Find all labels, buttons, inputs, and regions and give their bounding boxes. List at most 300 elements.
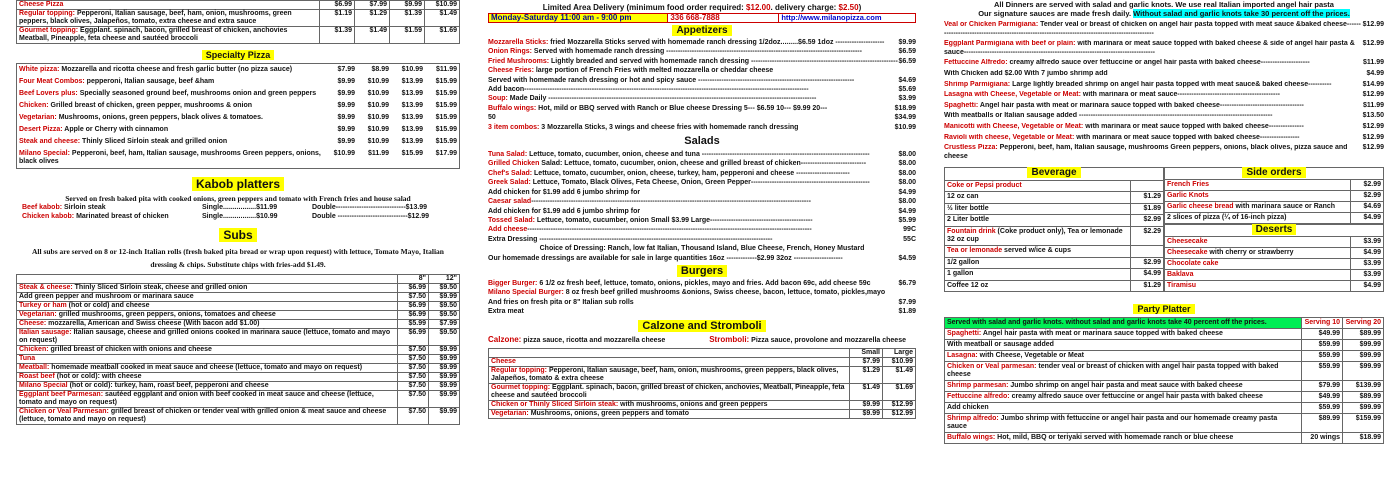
price: $10.99 bbox=[425, 1, 460, 10]
item-name: Ravioli with cheese, Vegetable or Meat: bbox=[944, 133, 1075, 141]
item-name: Chocolate cake bbox=[1167, 260, 1219, 268]
price: $9.50 bbox=[429, 283, 460, 292]
size-header: Large bbox=[883, 348, 916, 357]
price: $3.99 bbox=[1351, 259, 1384, 270]
price: $1.29 bbox=[1131, 280, 1164, 292]
specialty-row-desc bbox=[17, 88, 324, 100]
price: $18.99 bbox=[894, 104, 916, 112]
calzone-row bbox=[489, 400, 916, 409]
item-name: Manicotti with Cheese, Vegetable or Meat: bbox=[944, 122, 1084, 130]
sub-row bbox=[17, 354, 460, 363]
party-row bbox=[945, 392, 1384, 403]
party-header-row bbox=[945, 318, 1384, 329]
sub-row bbox=[17, 345, 460, 354]
item-desc: Tender veal or breast of chicken on angel hair pasta topped with meat sauce &baked cheese------------------------------------------------------------------------------------------------ bbox=[944, 21, 1361, 37]
price: $4.99 bbox=[1351, 213, 1384, 224]
price: $10.99 bbox=[883, 357, 916, 366]
beverage-row bbox=[945, 215, 1164, 226]
item-desc: Lettuce, Tomato, Black Olives, Feta Cheese, Onion, Green Pepper--------------------------------------------------- bbox=[530, 179, 870, 187]
item-desc: With Chicken add $2.00 With 7 jumbo shrimp add bbox=[944, 69, 1108, 77]
item-desc: fried Mozzarella Sticks served with homemade ranch dressing 1/2doz.........$6.59 1doz --------------------- bbox=[548, 39, 885, 46]
item-name: Chicken or Thinly Sliced Sirloin steak: bbox=[491, 400, 619, 408]
item-desc: Add green pepper and mushroom or marinara sauce bbox=[19, 292, 194, 300]
price: $15.99 bbox=[435, 102, 457, 109]
item-desc: Angel hair pasta with meat or marinara sauce topped with baked cheese bbox=[981, 330, 1223, 338]
side-orders-heading bbox=[1165, 168, 1384, 180]
price: $9.99 bbox=[898, 39, 916, 46]
side-order-row-desc bbox=[1165, 180, 1351, 191]
price: $4.99 bbox=[1351, 281, 1384, 292]
price: $4.99 bbox=[1351, 248, 1384, 259]
size-header: 8" bbox=[398, 274, 429, 283]
price: $9.99 bbox=[337, 126, 355, 133]
kabob-double-price: Double------------------------------$13.99 bbox=[312, 204, 428, 211]
item-desc: 8 oz fresh beef grilled mushrooms &onions, Swiss cheese, bacon, lettuce, tomato, pickles,mayo bbox=[563, 289, 886, 297]
price: $13.99 bbox=[401, 114, 423, 121]
price: $12.99 bbox=[1362, 133, 1384, 141]
desert-row-desc bbox=[1165, 259, 1351, 270]
price: $7.50 bbox=[398, 354, 429, 363]
specialty-pizza-heading: Specialty Pizza bbox=[16, 50, 460, 60]
price: $10.99 bbox=[401, 66, 423, 73]
dinner-row bbox=[944, 123, 1384, 132]
burgers-list bbox=[488, 279, 916, 317]
side-orders-heading-cell bbox=[1165, 168, 1384, 180]
party-row bbox=[945, 403, 1384, 414]
item-desc: with marinara or meat sauce topped with baked cheese----------------- bbox=[1074, 133, 1300, 141]
item-desc: 12 oz can bbox=[947, 193, 979, 201]
item-desc: Mozzarella and ricotta cheese and fresh garlic butter (no pizza sauce) bbox=[59, 66, 293, 73]
kabob-intro: Served on fresh baked pita with cooked onions, green peppers and tomato with French fries and house salad bbox=[65, 194, 411, 203]
item-desc: Lettuce, tomato, cucumber, onion, cheese and tuna ------------------------------------------------------------------------ bbox=[527, 151, 870, 159]
item-desc: Apple or Cherry with cinnamon bbox=[62, 126, 169, 133]
item-desc: Thinly Sliced Sirloin steak, cheese and grilled onion bbox=[72, 283, 248, 291]
price: $13.99 bbox=[401, 90, 423, 97]
price: $1.29 bbox=[355, 10, 390, 27]
item-desc: (hot or cold) and cheese bbox=[66, 301, 150, 309]
party-note: Served with salad and garlic knots. without salad and garlic knots take 40 percent off the prices. bbox=[945, 318, 1302, 329]
beverage-row-desc bbox=[945, 246, 1131, 257]
item-desc: Jumbo shrimp on angel hair pasta and meat sauce with baked cheese bbox=[1008, 382, 1243, 390]
price: $11.99 bbox=[1362, 101, 1384, 109]
item-name: Vegetarian: bbox=[491, 409, 529, 417]
salads-list bbox=[488, 150, 916, 244]
beverage-row bbox=[945, 280, 1164, 292]
sub-row bbox=[17, 363, 460, 372]
appetizer-row bbox=[488, 104, 916, 113]
burgers-heading: Burgers bbox=[488, 265, 916, 277]
desert-row-desc bbox=[1165, 270, 1351, 281]
item-name: Crustless Pizza: bbox=[944, 144, 998, 152]
price: $9.99 bbox=[429, 354, 460, 363]
dinners-intro: All Dinners are served with salad and garlic knots. We use real Italian imported angel hair pasta Our signature sauces are made fresh daily. Without salad and garlic knots take 30 percent off the prices. bbox=[978, 0, 1350, 18]
item-desc: with marinara or meat sauce topped with baked cheese--------------- bbox=[1083, 122, 1304, 130]
sub-row-desc bbox=[17, 345, 398, 354]
item-name: Grilled Chicken bbox=[488, 160, 540, 168]
price: $79.99 bbox=[1302, 381, 1343, 392]
price: $159.99 bbox=[1343, 414, 1384, 433]
item-name: Gourmet topping: bbox=[19, 27, 79, 34]
price: $8.00 bbox=[898, 198, 916, 206]
price: $3.99 bbox=[1351, 270, 1384, 281]
price: $6.99 bbox=[398, 328, 429, 345]
price: $4.99 bbox=[1131, 269, 1164, 280]
item-name: Onion Rings: bbox=[488, 48, 532, 56]
salad-row bbox=[488, 169, 916, 178]
price: $89.99 bbox=[1343, 392, 1384, 403]
item-desc: Sirloin steak bbox=[62, 204, 106, 211]
price: $7.50 bbox=[398, 292, 429, 301]
party-row bbox=[945, 351, 1384, 362]
price: $9.99 bbox=[337, 78, 355, 85]
item-desc: Add chicken bbox=[947, 404, 989, 412]
item-name: Bigger Burger: bbox=[488, 279, 538, 287]
side-order-row bbox=[1165, 202, 1384, 213]
party-row-desc bbox=[945, 433, 1302, 444]
dinner-row bbox=[944, 21, 1384, 38]
beverage-row-desc bbox=[945, 192, 1131, 203]
price: $12.99 bbox=[1362, 21, 1384, 28]
party-row-desc bbox=[945, 351, 1302, 362]
item-name: Tea or lemonade bbox=[947, 247, 1003, 255]
serving-header: Serving 20 bbox=[1343, 318, 1384, 329]
salad-row bbox=[488, 178, 916, 187]
item-desc: Coffee 12 oz bbox=[947, 281, 989, 289]
item-desc: 6 1/2 oz fresh beef, lettuce, tomato, onions, pickles, mayo and fries. Add bacon 69c, add cheese 59c bbox=[537, 279, 871, 287]
price: $1.29 bbox=[1131, 192, 1164, 203]
item-desc: pepperoni, Italian sausage, beef &ham bbox=[84, 78, 215, 85]
price: $9.99 bbox=[429, 363, 460, 372]
specialty-row bbox=[17, 76, 460, 88]
item-desc: Pepperoni, Italian sausage, beef, ham, onion, mushrooms, green peppers, black olives, Jalapeños, tomato & extra cheese bbox=[491, 366, 839, 382]
price: $5.99 bbox=[398, 319, 429, 328]
price: $8.99 bbox=[371, 66, 389, 73]
sub-row bbox=[17, 381, 460, 390]
calzone-row bbox=[489, 383, 916, 400]
item-desc: with cherry or strawberry bbox=[1207, 249, 1294, 257]
burger-row bbox=[488, 279, 916, 288]
beverage-row-desc bbox=[945, 280, 1131, 292]
side-order-row-desc bbox=[1165, 202, 1351, 213]
website-link[interactable]: http://www.milanopizza.com bbox=[779, 14, 916, 23]
side-order-row bbox=[1165, 213, 1384, 224]
kabob-single-price: Single.................$10.99 bbox=[202, 213, 278, 221]
item-name: Chef's Salad: bbox=[488, 169, 533, 177]
price: $59.99 bbox=[1302, 362, 1343, 381]
price: $6.99 bbox=[398, 301, 429, 310]
item-desc: Served with homemade ranch dressing ------------------------------------------------------------------------------------ bbox=[531, 48, 862, 56]
item-name: Veal or Chicken Parmigiana: bbox=[944, 21, 1039, 28]
price: $13.50 bbox=[1362, 112, 1384, 120]
price: $1.19 bbox=[320, 10, 355, 27]
dressing-sizes: $4.59 Our homemade dressings are available for sale in large quantities 16oz -------------$2.99 32oz --------------------- bbox=[488, 254, 916, 262]
sub-row-desc bbox=[17, 283, 398, 292]
desert-row bbox=[1165, 259, 1384, 270]
price: $2.29 bbox=[1131, 226, 1164, 246]
item-name: Roast beef bbox=[19, 372, 55, 380]
item-desc: Add chicken for $1.99 add 6 jumbo shrimp for bbox=[488, 207, 641, 215]
price: $10.99 bbox=[367, 126, 389, 133]
item-desc: 2 Liter bottle bbox=[947, 216, 990, 224]
subs-heading: Subs bbox=[16, 228, 460, 242]
item-desc: grilled breast of chicken or tender veal with grilled onion & meat sauce and cheese (lettuce, tomato and mayo on request) bbox=[19, 407, 387, 423]
item-desc: with marinara sauce or Ranch bbox=[1233, 203, 1336, 211]
item-desc: Eggplant. spinach, bacon, grilled breast of chicken, anchovies Meatball, Pineapple, feta cheese and sautéed broccoli bbox=[19, 27, 288, 42]
appetizer-row bbox=[488, 38, 916, 47]
dinners-list bbox=[944, 21, 1384, 161]
price: $3.99 bbox=[898, 95, 916, 103]
dinner-row bbox=[944, 112, 1384, 121]
item-name: Lasagna with Cheese, Vegetable or Meat: bbox=[944, 91, 1081, 99]
sub-row-desc bbox=[17, 310, 398, 319]
party-row-desc bbox=[945, 414, 1302, 433]
item-desc: Pepperoni, Italian sausage, beef, ham, onion, mushrooms, green peppers, black olives, Jalapeños, tomato, extra cheese and extra sauce bbox=[19, 10, 292, 25]
desert-row bbox=[1165, 270, 1384, 281]
appetizer-row bbox=[488, 113, 916, 122]
party-row-desc bbox=[945, 381, 1302, 392]
phone-number[interactable]: 336 668-7888 bbox=[668, 14, 779, 23]
party-row-desc bbox=[945, 362, 1302, 381]
kabob-single-price: Single.................$11.99 bbox=[202, 204, 278, 211]
price: $10.99 bbox=[367, 90, 389, 97]
price: $12.99 bbox=[1362, 40, 1384, 48]
price: $12.99 bbox=[1362, 91, 1384, 99]
specialty-table bbox=[16, 63, 460, 169]
dinner-row bbox=[944, 81, 1384, 90]
price: 20 wings bbox=[1302, 433, 1343, 444]
price: $13.99 bbox=[401, 102, 423, 109]
specialty-row bbox=[17, 88, 460, 100]
item-desc: Specially seasoned ground beef, mushrooms onion and green peppers bbox=[77, 90, 317, 97]
sub-row-desc bbox=[17, 301, 398, 310]
beverage-row bbox=[945, 180, 1164, 191]
pizza-row bbox=[17, 1, 460, 10]
price: $2.99 bbox=[1351, 180, 1384, 191]
item-name: Meatball: bbox=[19, 363, 50, 371]
price: $99.99 bbox=[1343, 340, 1384, 351]
salad-row bbox=[488, 197, 916, 206]
subs-header-blank bbox=[17, 274, 398, 283]
kabob-row bbox=[22, 203, 460, 212]
item-name: Turkey or ham bbox=[19, 301, 67, 309]
item-desc: Lightly breaded and served with homemade ranch dressing --------------------------------------------------------------- bbox=[549, 57, 898, 65]
price: $1.49 bbox=[425, 10, 460, 27]
price: $99.99 bbox=[1343, 351, 1384, 362]
price: $9.50 bbox=[429, 310, 460, 319]
price: $49.99 bbox=[1302, 329, 1343, 340]
price: 99C bbox=[903, 226, 916, 234]
beverage-row-desc bbox=[945, 226, 1131, 246]
price: $12.99 bbox=[883, 409, 916, 418]
price: $9.99 bbox=[337, 114, 355, 121]
price: $15.99 bbox=[435, 78, 457, 85]
price bbox=[1131, 180, 1164, 191]
item-desc: Add chicken for $1.99 add 6 jumbo shrimp for bbox=[488, 188, 641, 196]
item-desc: With meatball or sausage added bbox=[947, 341, 1054, 349]
item-name: Vegetarian: bbox=[19, 310, 57, 318]
price: 55C bbox=[903, 235, 916, 243]
item-name: Milano Special bbox=[19, 381, 68, 389]
price: $8.00 bbox=[898, 151, 916, 159]
item-desc: 1/2 gallon bbox=[947, 258, 980, 266]
item-desc: Add bacon-------------------------------------------------------------------------------------------------------------------------- bbox=[488, 86, 809, 94]
beverage-row-desc bbox=[945, 257, 1131, 268]
kabob-double-price: Double ------------------------------$12.99 bbox=[312, 213, 430, 221]
price: $7.99 bbox=[429, 319, 460, 328]
specialty-row-desc bbox=[17, 100, 324, 112]
item-name: 3 item combos: bbox=[488, 123, 540, 131]
calzone-row-desc bbox=[489, 383, 850, 400]
item-name: Regular topping: bbox=[491, 366, 547, 374]
item-name: Garlic Knots bbox=[1167, 192, 1209, 200]
beverage-heading bbox=[945, 168, 1164, 181]
price bbox=[1131, 246, 1164, 257]
calzone-row bbox=[489, 409, 916, 418]
item-name: Eggplant beef Parmesan: bbox=[19, 390, 104, 398]
sub-row bbox=[17, 390, 460, 407]
side-orders-table bbox=[1164, 167, 1384, 224]
price: $1.49 bbox=[883, 366, 916, 383]
item-name: Cheese Pizza bbox=[19, 1, 64, 8]
item-desc: served w/ice & cups bbox=[1002, 247, 1071, 255]
item-name: Fountain drink bbox=[947, 227, 996, 235]
subs-header-row bbox=[17, 274, 460, 283]
price: $1.39 bbox=[390, 10, 425, 27]
calzone-row-desc bbox=[489, 357, 850, 366]
sub-row-desc bbox=[17, 363, 398, 372]
item-name: Gourmet topping: bbox=[491, 383, 551, 391]
sub-row bbox=[17, 407, 460, 424]
party-row bbox=[945, 329, 1384, 340]
item-name: Chicken: bbox=[19, 345, 49, 353]
price: $9.99 bbox=[429, 292, 460, 301]
price: $15.99 bbox=[435, 138, 457, 145]
item-desc: Extra Dressing ---------------------------------------------------------------------------------------------------- bbox=[488, 235, 773, 243]
price: $9.99 bbox=[337, 102, 355, 109]
item-desc: Served with homemade ranch dressing or hot and spicy sauce ------------------------------------------------------------------- bbox=[488, 76, 855, 84]
burger-row bbox=[488, 307, 916, 316]
deserts-heading-text: Deserts bbox=[1252, 224, 1297, 235]
item-desc: 50 bbox=[488, 114, 496, 122]
price: $10.99 bbox=[367, 138, 389, 145]
item-name: Milano Special: bbox=[19, 150, 70, 157]
item-desc: 3 Mozzarella Sticks, 3 wings and cheese fries with homemade ranch dressing bbox=[539, 123, 799, 131]
dinner-row bbox=[944, 134, 1384, 143]
item-name: Cheese Fries: bbox=[488, 67, 534, 75]
subs-intro: All subs are served on 8 or 12-inch Italian rolls (fresh baked pita bread or wrap upon request) with lettuce, Tomato Mayo, Italian dressing & chips. Substitute chips with fries-add $1.49. bbox=[32, 246, 444, 269]
calzone-row-desc bbox=[489, 400, 850, 409]
price: $13.99 bbox=[401, 126, 423, 133]
pizza-row-desc bbox=[17, 1, 320, 10]
deserts-heading bbox=[1165, 225, 1384, 237]
price: $12.99 bbox=[883, 400, 916, 409]
price: $9.99 bbox=[429, 407, 460, 424]
side-order-row bbox=[1165, 180, 1384, 191]
item-name: Tiramisu bbox=[1167, 282, 1197, 290]
side-order-row bbox=[1165, 191, 1384, 202]
right-menu-column bbox=[944, 0, 1384, 500]
item-desc: creamy alfredo sauce over fettuccine or angel hair pasta with baked cheese--------------------- bbox=[1007, 59, 1310, 67]
beverage-heading-cell bbox=[945, 168, 1164, 181]
item-name: Eggplant Parmigiana with beef or plain: bbox=[944, 40, 1076, 48]
item-name: Soup: bbox=[488, 95, 508, 103]
item-name: Cheesecake bbox=[1167, 238, 1208, 246]
item-desc: homemade meatball cooked in meat sauce and cheese (lettuce, tomato and mayo on request) bbox=[49, 363, 363, 371]
specialty-row bbox=[17, 148, 460, 169]
item-desc: Pepperoni, beef, ham, Italian sausage, mushrooms Green peppers, onions, black olives, pizza sauce and cheese bbox=[944, 144, 1348, 160]
item-name: White pizza: bbox=[19, 66, 60, 73]
price: $7.50 bbox=[398, 363, 429, 372]
price: $15.99 bbox=[435, 90, 457, 97]
item-name: Regular topping: bbox=[19, 10, 75, 17]
item-name: Tossed Salad: bbox=[488, 216, 535, 224]
price: $7.50 bbox=[398, 381, 429, 390]
price: $15.99 bbox=[435, 114, 457, 121]
beverage-heading-text: Beverage bbox=[1027, 167, 1080, 178]
party-row bbox=[945, 362, 1384, 381]
sub-row-desc bbox=[17, 381, 398, 390]
item-desc: Lettuce, tomato, cucumber, onion Small $3.99 Large-------------------------------------------- bbox=[534, 216, 813, 224]
dinner-row bbox=[944, 144, 1384, 161]
price: $7.99 bbox=[337, 66, 355, 73]
item-desc: (hot or cold): turkey, ham, roast beef, pepperoni and cheese bbox=[67, 381, 269, 389]
beverage-row bbox=[945, 203, 1164, 214]
price: $1.59 bbox=[390, 27, 425, 44]
item-desc: Angel hair pasta with meat or marinara sauce topped with baked cheese------------------------------------ bbox=[978, 101, 1304, 109]
dinner-row bbox=[944, 102, 1384, 111]
item-desc: Hot, mild, BBQ or teriyaki served with homemade ranch or blue cheese bbox=[995, 434, 1234, 442]
item-name: Spaghetti: bbox=[947, 330, 982, 338]
item-name: Shrimp alfredo: bbox=[947, 415, 999, 423]
sub-row-desc bbox=[17, 407, 398, 424]
price: $59.99 bbox=[1302, 340, 1343, 351]
item-desc: Thinly Sliced Sirloin steak and grilled onion bbox=[80, 138, 228, 145]
price: $9.99 bbox=[429, 390, 460, 407]
beverage-row bbox=[945, 269, 1164, 280]
price: $18.99 bbox=[1343, 433, 1384, 444]
price: $10.99 bbox=[367, 78, 389, 85]
burger-row bbox=[488, 288, 916, 297]
item-desc: Italian sausage, cheese and grilled onions cooked in marinara sauce (lettuce, tomato and mayo on request) bbox=[19, 328, 391, 344]
price: $13.99 bbox=[401, 138, 423, 145]
sub-row bbox=[17, 283, 460, 292]
side-orders-heading-text: Side orders bbox=[1242, 167, 1305, 178]
price: $1.29 bbox=[850, 366, 883, 383]
price: $1.49 bbox=[355, 27, 390, 44]
item-name: Mozzarella Sticks: bbox=[488, 39, 549, 46]
item-name: Chicken kabob: bbox=[22, 213, 75, 221]
item-desc: grilled mushrooms, green peppers, onions, tomatoes and cheese bbox=[56, 310, 276, 318]
salad-row bbox=[488, 150, 916, 159]
item-desc: Extra meat bbox=[488, 308, 524, 316]
sub-row-desc bbox=[17, 390, 398, 407]
price: $13.99 bbox=[401, 78, 423, 85]
price: $139.99 bbox=[1343, 381, 1384, 392]
appetizer-row bbox=[488, 66, 916, 75]
item-desc: 1 gallon bbox=[947, 270, 974, 278]
price: $9.50 bbox=[429, 301, 460, 310]
price: $8.00 bbox=[898, 160, 916, 168]
sub-row bbox=[17, 292, 460, 301]
price: $12.99 bbox=[1362, 122, 1384, 130]
party-row bbox=[945, 381, 1384, 392]
salad-row bbox=[488, 159, 916, 168]
calzone-header-row bbox=[489, 348, 916, 357]
kabob-name bbox=[22, 212, 202, 221]
price: $6.99 bbox=[398, 283, 429, 292]
specialty-row bbox=[17, 64, 460, 77]
price: $4.69 bbox=[898, 76, 916, 84]
